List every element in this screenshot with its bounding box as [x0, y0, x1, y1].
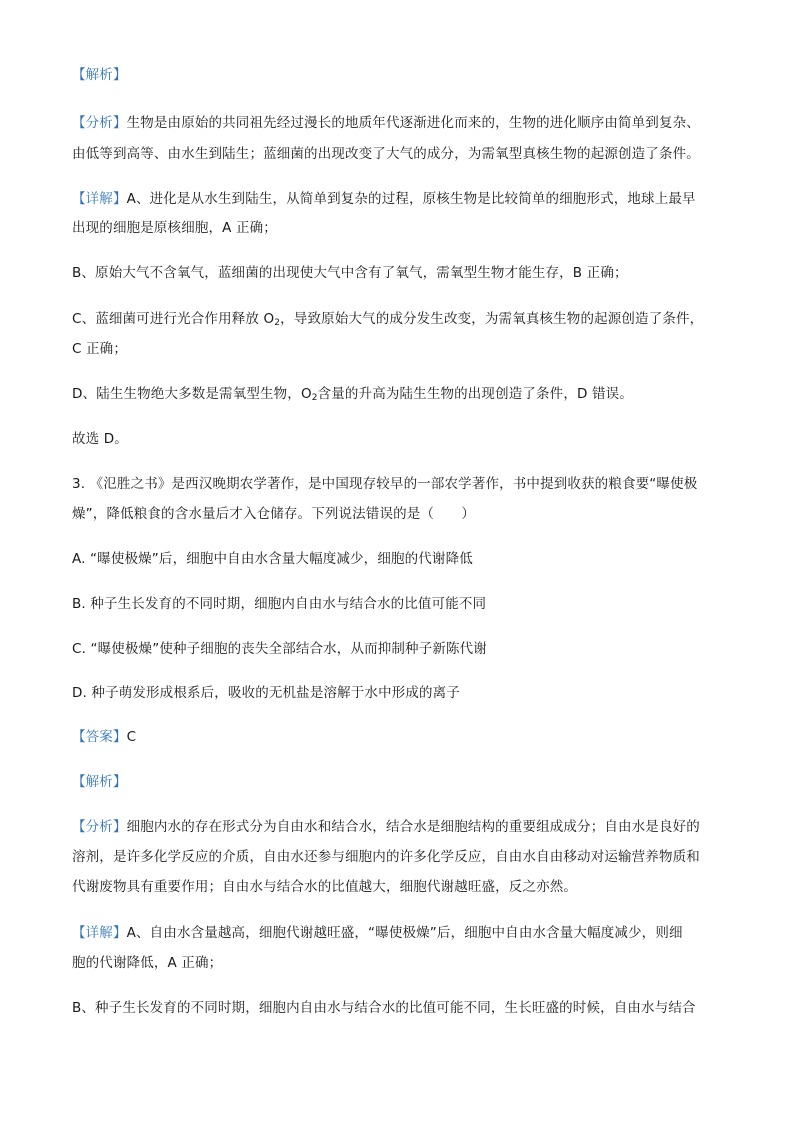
fenxi-line-2 — [72, 145, 724, 163]
fenxi-tag: 【分析】 — [72, 819, 127, 835]
option-c-text: C. “曝使极燥”使种子细胞的丧失全部结合水，从而抑制种子新陈代谢 — [72, 641, 487, 657]
fenxi-text: 由低等到高等、由水生到陆生；蓝细菌的出现改变了大气的成分，为需氧型真核生物的起源创造了条件。 — [72, 146, 700, 162]
xiangjie-text: A、进化是从水生到陆生，从简单到复杂的过程，原核生物是比较简单的细胞形式，地球上最早 — [126, 191, 696, 207]
explanation-b-text: B、原始大气不含氧气，蓝细菌的出现使大气中含有了氧气，需氧型生物才能生存，B 正确； — [72, 265, 628, 281]
xiangjie-text: 出现的细胞是原核细胞，A 正确； — [72, 220, 277, 236]
fenxi-tag: 【分析】 — [72, 115, 127, 131]
fenxi-line-3 — [72, 878, 724, 896]
question-stem-text: 燥”，降低粮食的含水量后才入仓储存。下列说法错误的是（ ） — [72, 506, 475, 522]
question-stem-line-2 — [72, 505, 724, 523]
explanation-d — [72, 385, 724, 403]
option-a — [72, 550, 724, 568]
analysis-tag: 【解析】 — [72, 774, 127, 790]
xiangjie-text: A、自由水含量越高，细胞代谢越旺盛，“曝使极燥”后，细胞中自由水含量大幅度减少，则细 — [126, 925, 683, 941]
fenxi-line-1 — [72, 114, 724, 132]
fenxi-line-2 — [72, 848, 724, 866]
fenxi-text: 代谢废物具有重要作用；自由水与结合水的比值越大，细胞代谢越旺盛，反之亦然。 — [72, 879, 578, 895]
option-b — [72, 595, 724, 613]
analysis-tag: 【解析】 — [72, 67, 127, 83]
xiangjie-text: 胞的代谢降低，A 正确； — [72, 955, 223, 971]
subscript: 2 — [274, 318, 281, 328]
xiangjie-line-2 — [72, 219, 724, 237]
explanation-c-text: ，导致原始大气的成分发生改变，为需氧真核生物的起源创造了条件， — [280, 311, 704, 327]
explanation-c-text: C 正确； — [72, 341, 127, 357]
explanation-d-text: 含量的升高为陆生生物的出现创造了条件，D 错误。 — [317, 386, 633, 402]
explanation-b — [72, 999, 724, 1017]
explanation-c-line-2 — [72, 340, 724, 358]
answer-tag: 【答案】 — [72, 729, 127, 745]
question-stem-line-1 — [72, 475, 724, 493]
option-c — [72, 640, 724, 658]
xiangjie-tag: 【详解】 — [72, 925, 127, 941]
fenxi-text: 溶剂，是许多化学反应的介质，自由水还参与细胞内的许多化学反应，自由水自由移动对运输营养物质和 — [72, 849, 700, 865]
explanation-d-text: D、陆生生物绝大多数是需氧型生物，O — [72, 386, 312, 402]
xiangjie-line-1 — [72, 924, 724, 942]
question-stem-text: 3. 《氾胜之书》是西汉晚期农学著作，是中国现存较早的一部农学著作，书中提到收获的粮食要“曝使极 — [72, 476, 698, 492]
conclusion — [72, 430, 724, 448]
answer-value: C — [126, 729, 137, 745]
fenxi-line-1 — [72, 818, 724, 836]
xiangjie-line-2 — [72, 954, 724, 972]
subscript: 2 — [311, 393, 318, 403]
explanation-b-text: B、种子生长发育的不同时期，细胞内自由水与结合水的比值可能不同，生长旺盛的时候，自由水与结合 — [72, 1000, 696, 1016]
analysis-heading-2 — [72, 773, 724, 791]
fenxi-text: 细胞内水的存在形式分为自由水和结合水，结合水是细胞结构的重要组成成分；自由水是良好的 — [126, 819, 700, 835]
explanation-c-text: C、蓝细菌可进行光合作用释放 O — [72, 311, 275, 327]
explanation-c-line-1 — [72, 310, 724, 328]
option-b-text: B. 种子生长发育的不同时期，细胞内自由水与结合水的比值可能不同 — [72, 596, 487, 612]
option-d-text: D. 种子萌发形成根系后，吸收的无机盐是溶解于水中形成的离子 — [72, 685, 460, 701]
option-a-text: A. “曝使极燥”后，细胞中自由水含量大幅度减少，细胞的代谢降低 — [72, 551, 473, 567]
xiangjie-line-1 — [72, 190, 724, 208]
fenxi-text: 生物是由原始的共同祖先经过漫长的地质年代逐渐进化而来的，生物的进化顺序由简单到复杂、 — [126, 115, 700, 131]
analysis-heading-1 — [72, 66, 724, 84]
explanation-b — [72, 264, 724, 282]
answer — [72, 728, 724, 746]
conclusion-text: 故选 D。 — [72, 431, 128, 447]
option-d — [72, 684, 724, 702]
xiangjie-tag: 【详解】 — [72, 191, 127, 207]
